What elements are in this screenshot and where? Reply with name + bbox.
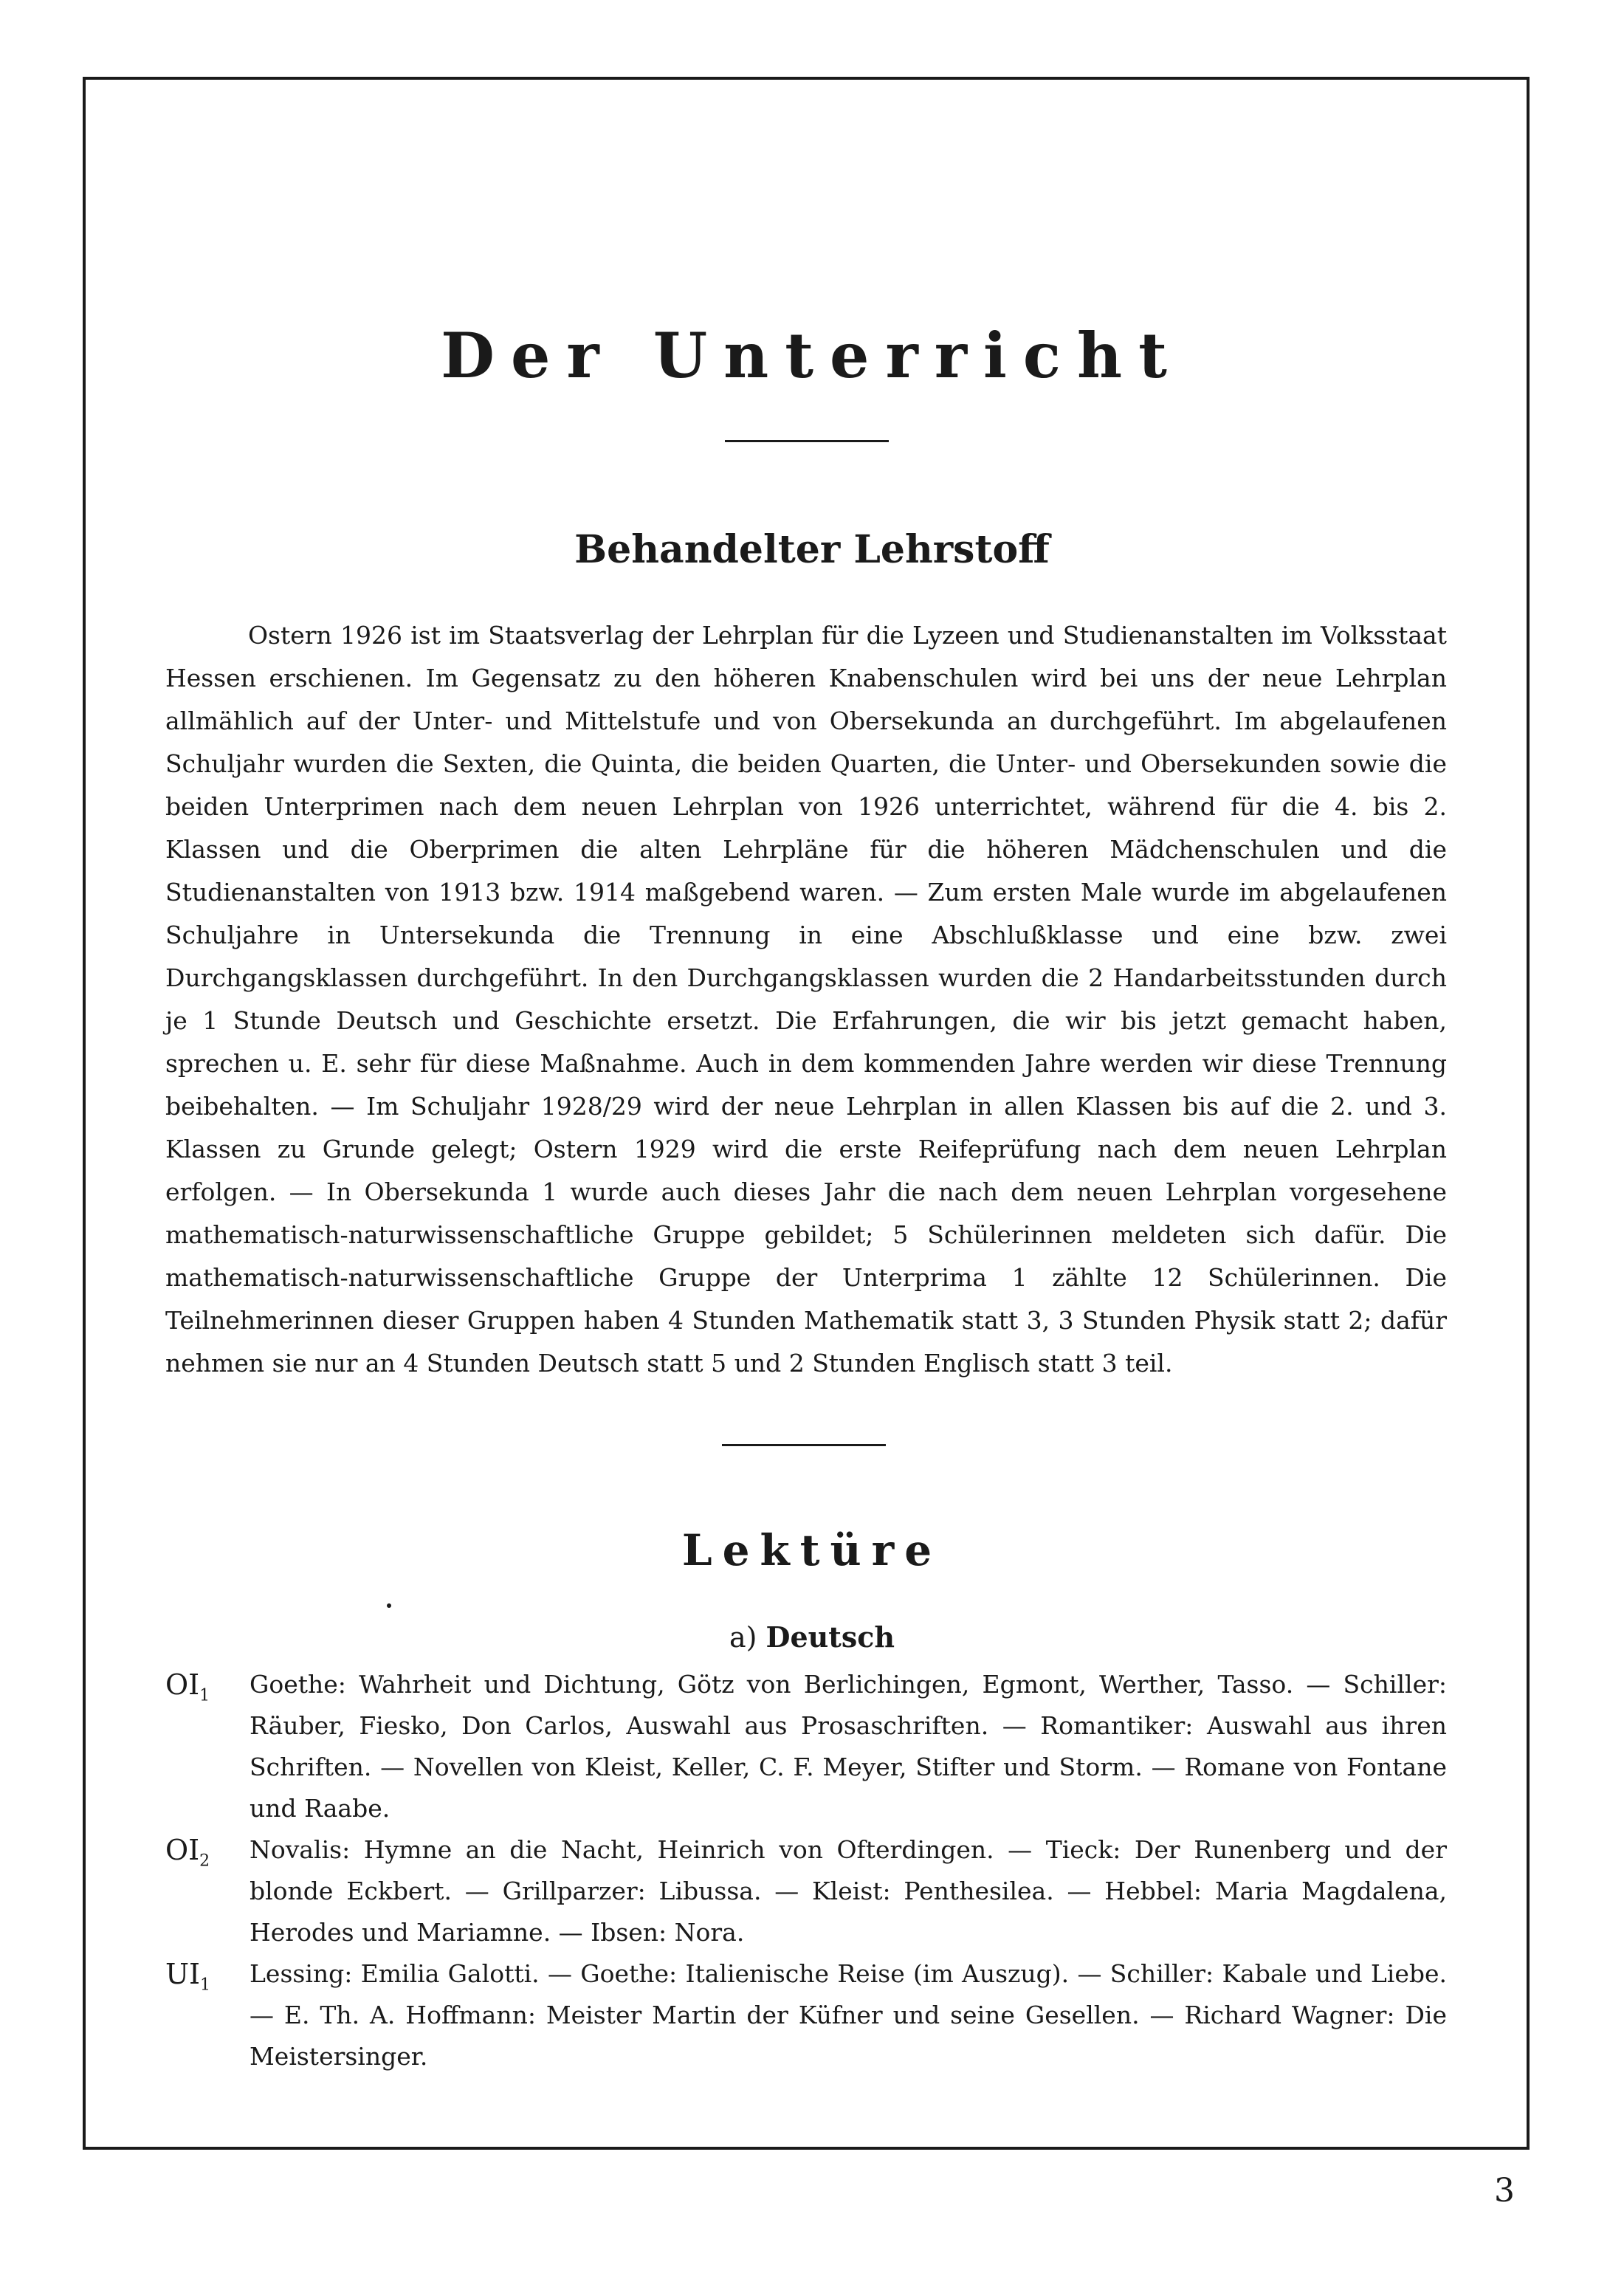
stray-mark (387, 1603, 391, 1608)
reading-entry (165, 1829, 1447, 1953)
class-label: $UI_1$ (165, 1958, 211, 1995)
reading-list: Goethe: Wahrheit und Dichtung, Götz von Berlichingen, Egmont, Werther, Tasso. — Schiller: Räuber, Fiesko, Don Carlos, Auswahl aus Prosaschriften. — Romantiker: Auswahl aus ihren Schriften. — Novellen von Kleist, Keller, C. F. Meyer, Stifter und Storm. — Romane von Fontane und Raabe. (250, 1670, 1447, 1823)
subsection-heading (0, 1617, 1624, 1658)
class-label: $OI_1$ (165, 1668, 210, 1705)
class-label: $OI_2$ (165, 1834, 210, 1871)
section-title: Behandelter Lehrstoff (574, 527, 1050, 572)
reading-entry (165, 1953, 1447, 2077)
subsection-title: Deutsch (765, 1620, 895, 1654)
section-divider (722, 1444, 886, 1446)
reading-list: Lessing: Emilia Galotti. — Goethe: Italienische Reise (im Auszug). — Schiller: Kabale und Liebe. — E. Th. A. Hoffmann: Meister Martin der Küfner und seine Gesellen. — Richard Wagner: Die Meistersinger. (250, 1959, 1447, 2071)
lektuere-title: Lektüre (681, 1525, 943, 1575)
reading-entry (165, 1664, 1447, 1829)
page-title: Der Unterricht (441, 319, 1183, 392)
subsection-prefix: a) (729, 1621, 757, 1654)
title-divider (725, 440, 889, 442)
body-paragraph: Ostern 1926 ist im Staatsverlag der Lehrplan für die Lyzeen und Studienanstalten im Volksstaat Hessen erschienen. Im Gegensatz zu den höheren Knabenschulen wird bei uns der neue Lehrplan allmählich auf der Unter- und Mittelstufe und von Obersekunda an durchgeführt. Im abgelaufenen Schuljahr wurden die Sexten, die Quinta, die beiden Quarten, die Unter- und Obersekunden sowie die beiden Unterprimen nach dem neuen Lehrplan von 1926 unterrichtet, während für die 4. bis 2. Klassen und die Oberprimen die alten Lehrpläne für die höheren Mädchenschulen und die Studienanstalten von 1913 bzw. 1914 maßgebend waren. — Zum ersten Male wurde im abgelaufenen Schuljahre in Untersekunda die Trennung in eine Abschlußklasse und eine bzw. zwei Durchgangsklassen durchgeführt. In den Durchgangsklassen wurden die 2 Handarbeitsstunden durch je 1 Stunde Deutsch und Geschichte ersetzt. Die Erfahrungen, die wir bis jetzt gemacht haben, sprechen u. E. sehr für diese Maßnahme. Auch in dem kommenden Jahre werden wir diese Trennung beibehalten. — Im Schuljahr 1928/29 wird der neue Lehrplan in allen Klassen bis auf die 2. und 3. Klassen zu Grunde gelegt; Ostern 1929 wird die erste Reifeprüfung nach dem neuen Lehrplan erfolgen. — In Obersekunda 1 wurde auch dieses Jahr die nach dem neuen Lehrplan vorgesehene mathematisch-naturwissenschaftliche Gruppe gebildet; 5 Schülerinnen meldeten sich dafür. Die mathematisch-naturwissenschaftliche Gruppe der Unterprima 1 zählte 12 Schülerinnen. Die Teilnehmerinnen dieser Gruppen haben 4 Stunden Mathematik statt 3, 3 Stunden Physik statt 2; dafür nehmen sie nur an 4 Stunden Deutsch statt 5 und 2 Stunden Englisch statt 3 teil. (165, 621, 1447, 1378)
reading-list: Novalis: Hymne an die Nacht, Heinrich von Ofterdingen. — Tieck: Der Runenberg und der blonde Eckbert. — Grillparzer: Libussa. — Kleist: Penthesilea. — Hebbel: Maria Magdalena, Herodes und Mariamne. — Ibsen: Nora. (250, 1835, 1447, 1947)
page-number: 3 (1494, 2172, 1515, 2210)
